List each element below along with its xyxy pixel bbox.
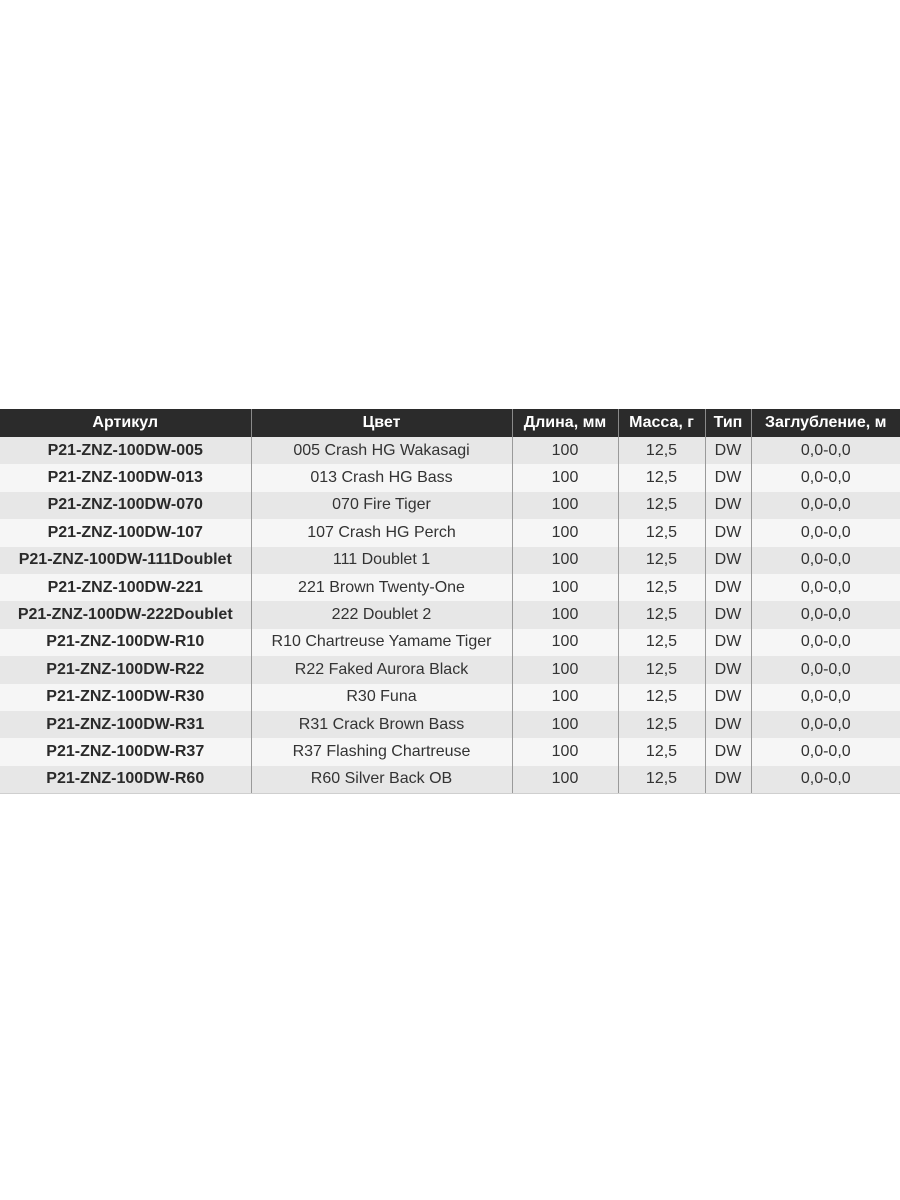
cell-sku: P21-ZNZ-100DW-111Doublet xyxy=(0,547,251,574)
cell-type: DW xyxy=(705,437,751,464)
table-row xyxy=(0,601,900,628)
cell-type: DW xyxy=(705,519,751,546)
cell-sku: P21-ZNZ-100DW-221 xyxy=(0,574,251,601)
cell-sku: P21-ZNZ-100DW-013 xyxy=(0,464,251,491)
table-row xyxy=(0,766,900,794)
cell-sku: P21-ZNZ-100DW-R31 xyxy=(0,711,251,738)
cell-type: DW xyxy=(705,492,751,519)
cell-weight: 12,5 xyxy=(618,574,705,601)
cell-color: 005 Crash HG Wakasagi xyxy=(251,437,512,464)
cell-sku: P21-ZNZ-100DW-222Doublet xyxy=(0,601,251,628)
cell-length: 100 xyxy=(512,437,618,464)
cell-length: 100 xyxy=(512,492,618,519)
cell-color: 107 Crash HG Perch xyxy=(251,519,512,546)
cell-depth: 0,0-0,0 xyxy=(751,519,900,546)
header-depth: Заглубление, м xyxy=(751,409,900,437)
cell-type: DW xyxy=(705,547,751,574)
cell-length: 100 xyxy=(512,629,618,656)
table-header-row xyxy=(0,409,900,437)
cell-weight: 12,5 xyxy=(618,464,705,491)
cell-weight: 12,5 xyxy=(618,766,705,794)
table-row xyxy=(0,684,900,711)
table-row xyxy=(0,492,900,519)
cell-depth: 0,0-0,0 xyxy=(751,574,900,601)
cell-depth: 0,0-0,0 xyxy=(751,684,900,711)
cell-color: R22 Faked Aurora Black xyxy=(251,656,512,683)
cell-depth: 0,0-0,0 xyxy=(751,738,900,765)
cell-weight: 12,5 xyxy=(618,684,705,711)
table-row xyxy=(0,519,900,546)
cell-weight: 12,5 xyxy=(618,711,705,738)
cell-length: 100 xyxy=(512,684,618,711)
table-row xyxy=(0,711,900,738)
cell-depth: 0,0-0,0 xyxy=(751,464,900,491)
cell-length: 100 xyxy=(512,766,618,794)
cell-color: R31 Crack Brown Bass xyxy=(251,711,512,738)
table-row xyxy=(0,464,900,491)
cell-weight: 12,5 xyxy=(618,629,705,656)
cell-type: DW xyxy=(705,684,751,711)
cell-sku: P21-ZNZ-100DW-R10 xyxy=(0,629,251,656)
cell-type: DW xyxy=(705,711,751,738)
cell-length: 100 xyxy=(512,574,618,601)
cell-depth: 0,0-0,0 xyxy=(751,601,900,628)
cell-color: 221 Brown Twenty-One xyxy=(251,574,512,601)
cell-color: R37 Flashing Chartreuse xyxy=(251,738,512,765)
cell-type: DW xyxy=(705,656,751,683)
cell-length: 100 xyxy=(512,464,618,491)
cell-color: R30 Funa xyxy=(251,684,512,711)
cell-length: 100 xyxy=(512,711,618,738)
cell-color: 111 Doublet 1 xyxy=(251,547,512,574)
header-color: Цвет xyxy=(251,409,512,437)
header-weight: Масса, г xyxy=(618,409,705,437)
cell-type: DW xyxy=(705,574,751,601)
header-sku: Артикул xyxy=(0,409,251,437)
header-type: Тип xyxy=(705,409,751,437)
cell-sku: P21-ZNZ-100DW-R37 xyxy=(0,738,251,765)
cell-weight: 12,5 xyxy=(618,547,705,574)
cell-weight: 12,5 xyxy=(618,738,705,765)
cell-type: DW xyxy=(705,629,751,656)
cell-length: 100 xyxy=(512,547,618,574)
cell-depth: 0,0-0,0 xyxy=(751,437,900,464)
cell-depth: 0,0-0,0 xyxy=(751,547,900,574)
cell-length: 100 xyxy=(512,656,618,683)
cell-weight: 12,5 xyxy=(618,437,705,464)
cell-sku: P21-ZNZ-100DW-R22 xyxy=(0,656,251,683)
cell-depth: 0,0-0,0 xyxy=(751,766,900,794)
table-row xyxy=(0,738,900,765)
cell-sku: P21-ZNZ-100DW-107 xyxy=(0,519,251,546)
cell-type: DW xyxy=(705,464,751,491)
cell-sku: P21-ZNZ-100DW-R30 xyxy=(0,684,251,711)
cell-type: DW xyxy=(705,601,751,628)
header-length: Длина, мм xyxy=(512,409,618,437)
cell-length: 100 xyxy=(512,738,618,765)
cell-color: R10 Chartreuse Yamame Tiger xyxy=(251,629,512,656)
cell-sku: P21-ZNZ-100DW-R60 xyxy=(0,766,251,794)
cell-length: 100 xyxy=(512,519,618,546)
cell-color: 013 Crash HG Bass xyxy=(251,464,512,491)
product-spec-table xyxy=(0,409,900,794)
table-row xyxy=(0,547,900,574)
cell-type: DW xyxy=(705,766,751,794)
cell-weight: 12,5 xyxy=(618,519,705,546)
table-row xyxy=(0,437,900,464)
cell-weight: 12,5 xyxy=(618,656,705,683)
table-row xyxy=(0,656,900,683)
cell-depth: 0,0-0,0 xyxy=(751,629,900,656)
cell-type: DW xyxy=(705,738,751,765)
cell-weight: 12,5 xyxy=(618,492,705,519)
cell-depth: 0,0-0,0 xyxy=(751,656,900,683)
cell-sku: P21-ZNZ-100DW-070 xyxy=(0,492,251,519)
cell-sku: P21-ZNZ-100DW-005 xyxy=(0,437,251,464)
cell-depth: 0,0-0,0 xyxy=(751,492,900,519)
cell-color: R60 Silver Back OB xyxy=(251,766,512,794)
cell-color: 222 Doublet 2 xyxy=(251,601,512,628)
cell-length: 100 xyxy=(512,601,618,628)
cell-depth: 0,0-0,0 xyxy=(751,711,900,738)
table-row xyxy=(0,574,900,601)
cell-weight: 12,5 xyxy=(618,601,705,628)
table-row xyxy=(0,629,900,656)
table-body xyxy=(0,437,900,794)
cell-color: 070 Fire Tiger xyxy=(251,492,512,519)
